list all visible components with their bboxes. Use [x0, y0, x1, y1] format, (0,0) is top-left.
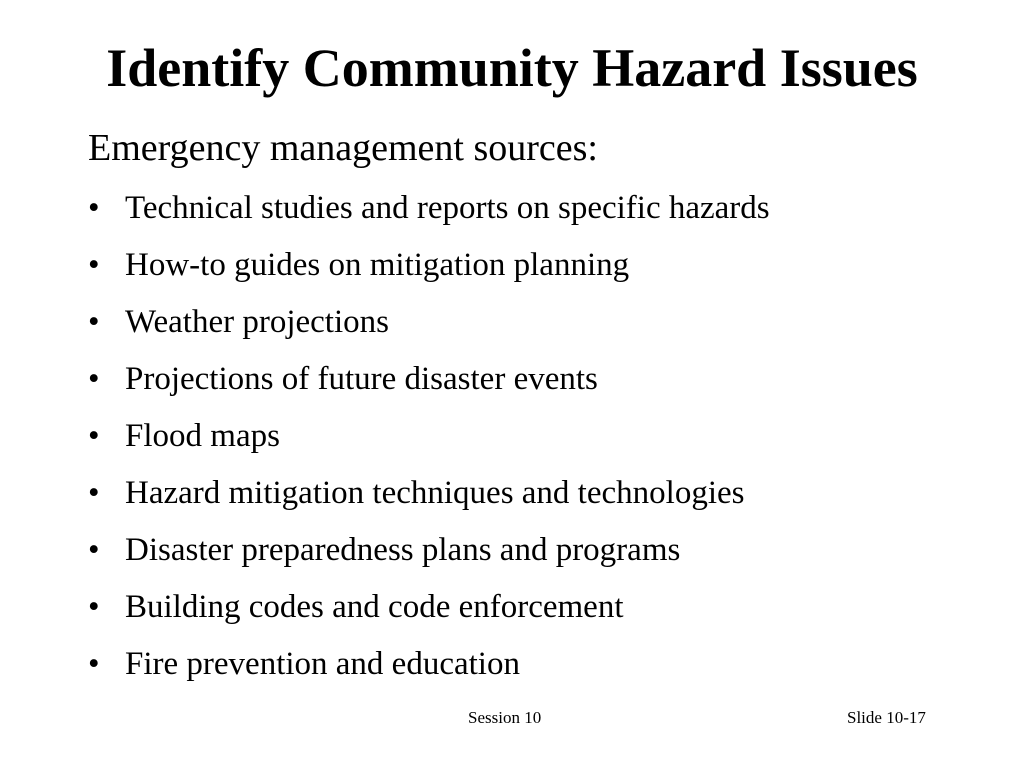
- bullet-item: [88, 583, 770, 640]
- bullet-item: [88, 298, 770, 355]
- bullet-text: Flood maps: [125, 418, 280, 454]
- bullet-item: [88, 526, 770, 583]
- bullet-item: [88, 241, 770, 298]
- bullet-text: Fire prevention and education: [125, 646, 520, 682]
- footer-slide-number: Slide 10-17: [847, 708, 926, 727]
- bullet-item: [88, 355, 770, 412]
- bullet-icon: •: [88, 304, 100, 340]
- bullet-text: How-to guides on mitigation planning: [125, 247, 630, 283]
- slide-title: Identify Community Hazard Issues: [106, 38, 918, 98]
- bullet-icon: •: [88, 532, 100, 568]
- bullet-icon: •: [88, 247, 100, 283]
- bullet-list: [88, 184, 770, 697]
- bullet-text: Disaster preparedness plans and programs: [125, 532, 681, 568]
- slide-subheading: Emergency management sources:: [88, 127, 598, 169]
- bullet-icon: •: [88, 190, 100, 226]
- bullet-item: [88, 412, 770, 469]
- bullet-text: Building codes and code enforcement: [125, 589, 624, 625]
- bullet-item: [88, 184, 770, 241]
- bullet-icon: •: [88, 589, 100, 625]
- footer-session: Session 10: [468, 708, 542, 727]
- bullet-text: Weather projections: [125, 304, 389, 340]
- bullet-item: [88, 469, 770, 526]
- bullet-icon: •: [88, 361, 100, 397]
- bullet-text: Technical studies and reports on specific hazards: [125, 190, 770, 226]
- bullet-item: [88, 640, 770, 697]
- bullet-icon: •: [88, 646, 100, 682]
- bullet-text: Projections of future disaster events: [125, 361, 598, 397]
- bullet-icon: •: [88, 418, 100, 454]
- bullet-text: Hazard mitigation techniques and technologies: [125, 475, 745, 511]
- bullet-icon: •: [88, 475, 100, 511]
